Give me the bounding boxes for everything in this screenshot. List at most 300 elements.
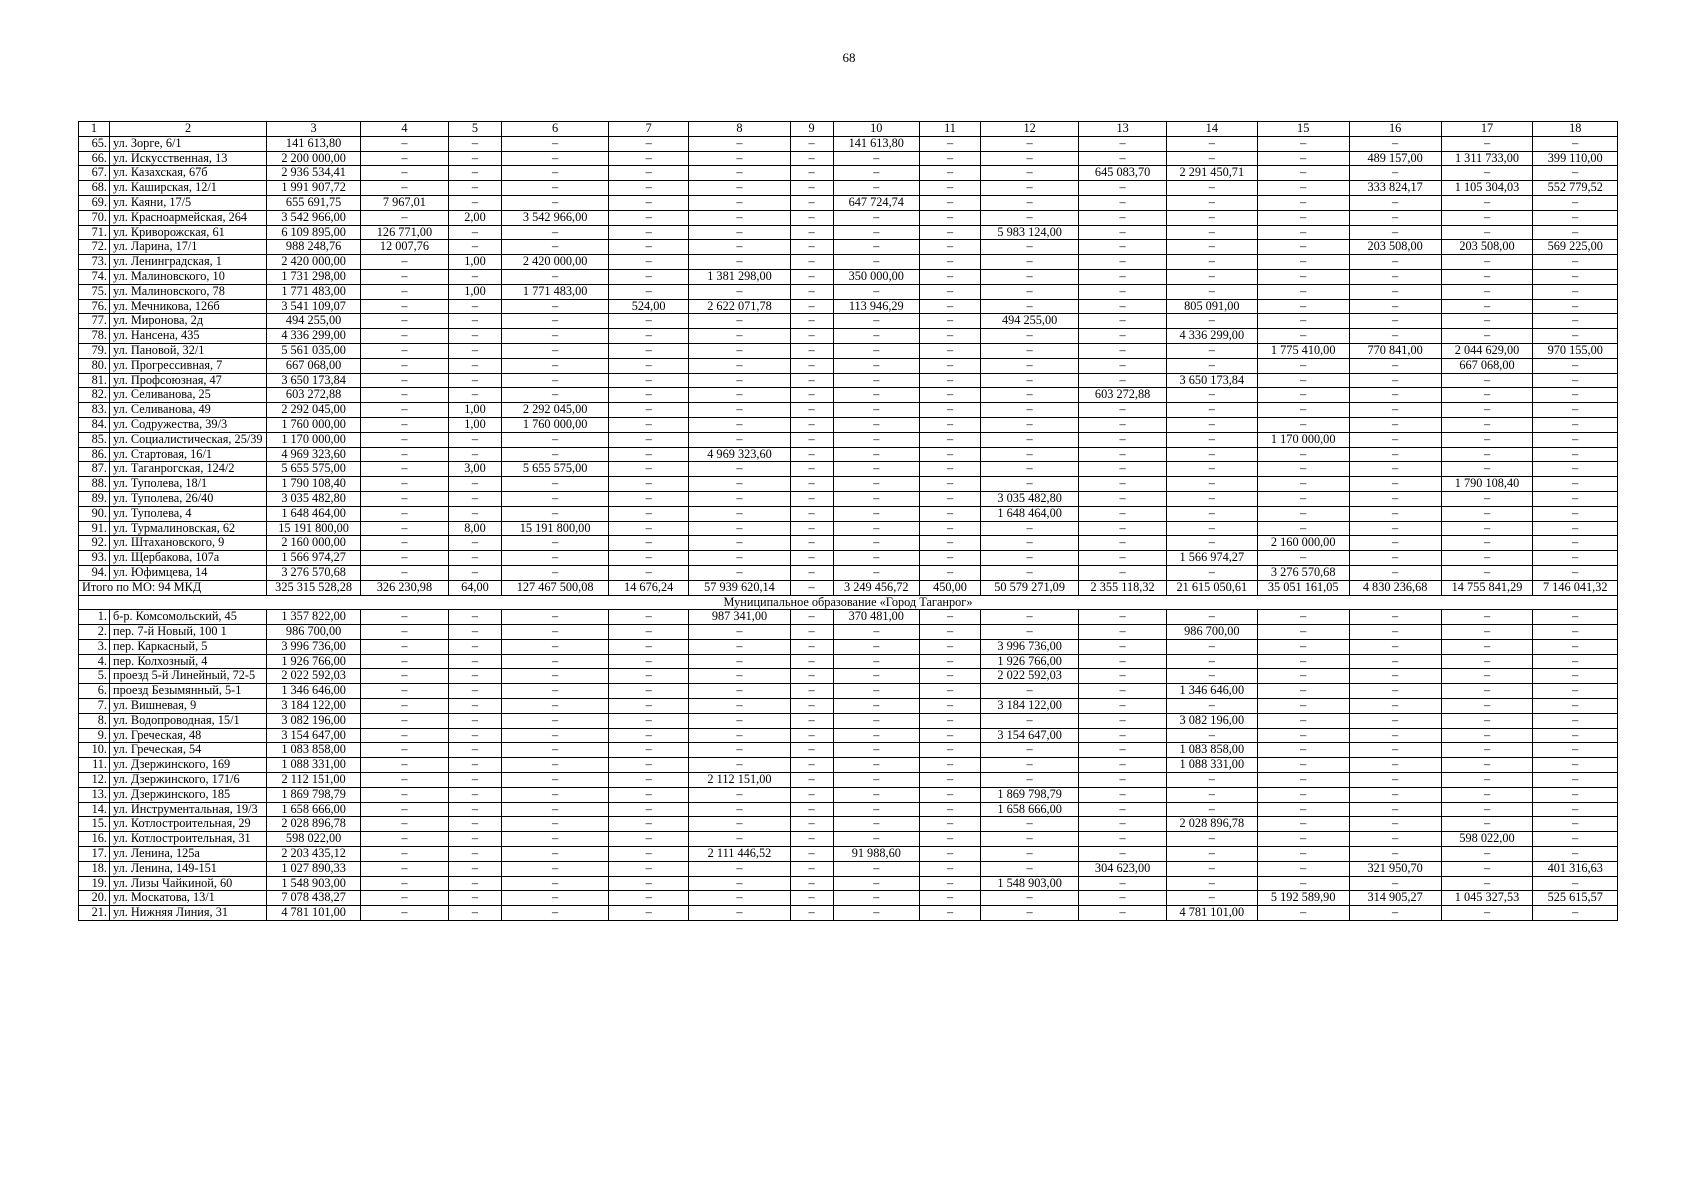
value-cell: –	[361, 802, 449, 817]
value-cell: 1 105 304,03	[1441, 181, 1533, 196]
table-row	[79, 521, 1618, 536]
value-cell: –	[689, 151, 791, 166]
value-cell: –	[1257, 669, 1349, 684]
value-cell: –	[361, 166, 449, 181]
value-cell: 2 044 629,00	[1441, 343, 1533, 358]
value-cell: –	[448, 240, 501, 255]
value-cell: –	[689, 536, 791, 551]
value-cell: –	[790, 817, 833, 832]
value-cell: 399 110,00	[1533, 151, 1618, 166]
row-number: 83.	[79, 403, 110, 418]
value-cell: –	[502, 136, 609, 151]
value-cell: –	[609, 255, 689, 270]
table-row	[79, 314, 1618, 329]
address-cell: ул. Мечникова, 126б	[109, 299, 266, 314]
address-cell: ул. Турмалиновская, 62	[109, 521, 266, 536]
value-cell: –	[1079, 432, 1167, 447]
value-cell: –	[1441, 699, 1533, 714]
value-cell: –	[609, 773, 689, 788]
value-cell: –	[1257, 521, 1349, 536]
value-cell: –	[689, 417, 791, 432]
value-cell: 91 988,60	[833, 847, 920, 862]
value-cell: –	[689, 639, 791, 654]
value-cell: –	[1166, 773, 1257, 788]
value-cell: –	[502, 358, 609, 373]
table-row	[79, 743, 1618, 758]
value-cell: –	[1079, 610, 1167, 625]
value-cell: –	[920, 610, 981, 625]
value-cell: –	[1533, 477, 1618, 492]
value-cell: 2 160 000,00	[1257, 536, 1349, 551]
value-cell: –	[833, 625, 920, 640]
value-cell: –	[1349, 417, 1441, 432]
value-cell: –	[609, 284, 689, 299]
value-cell: –	[609, 743, 689, 758]
table-row	[79, 506, 1618, 521]
value-cell: 645 083,70	[1079, 166, 1167, 181]
value-cell: –	[1441, 284, 1533, 299]
value-cell: 598 022,00	[267, 832, 361, 847]
row-number: 13.	[79, 787, 110, 802]
table-row	[79, 565, 1618, 580]
value-cell: –	[448, 432, 501, 447]
value-cell: –	[1349, 136, 1441, 151]
value-cell: 1 648 464,00	[267, 506, 361, 521]
row-number: 86.	[79, 447, 110, 462]
value-cell: –	[448, 314, 501, 329]
value-cell: –	[1533, 699, 1618, 714]
value-cell: –	[920, 758, 981, 773]
value-cell: –	[833, 861, 920, 876]
value-cell: 552 779,52	[1533, 181, 1618, 196]
row-number: 89.	[79, 491, 110, 506]
value-cell: –	[448, 861, 501, 876]
value-cell: –	[689, 388, 791, 403]
value-cell: –	[920, 299, 981, 314]
value-cell: –	[689, 625, 791, 640]
value-cell: –	[1257, 876, 1349, 891]
value-cell: –	[502, 832, 609, 847]
value-cell: –	[1533, 817, 1618, 832]
total-value: 326 230,98	[361, 580, 449, 595]
value-cell: –	[689, 225, 791, 240]
value-cell: –	[448, 565, 501, 580]
value-cell: –	[448, 506, 501, 521]
value-cell: –	[1079, 136, 1167, 151]
value-cell: –	[1166, 417, 1257, 432]
table-row	[79, 861, 1618, 876]
value-cell: –	[920, 462, 981, 477]
table-row	[79, 610, 1618, 625]
value-cell: –	[790, 906, 833, 921]
address-cell: ул. Туполева, 26/40	[109, 491, 266, 506]
value-cell: –	[448, 906, 501, 921]
value-cell: –	[609, 876, 689, 891]
address-cell: ул. Стартовая, 16/1	[109, 447, 266, 462]
value-cell: 2 022 592,03	[980, 669, 1078, 684]
value-cell: –	[790, 447, 833, 462]
value-cell: –	[980, 684, 1078, 699]
value-cell: –	[1349, 536, 1441, 551]
value-cell: –	[790, 565, 833, 580]
value-cell: 970 155,00	[1533, 343, 1618, 358]
value-cell: –	[1349, 669, 1441, 684]
value-cell: –	[1257, 417, 1349, 432]
value-cell: –	[920, 551, 981, 566]
row-number: 11.	[79, 758, 110, 773]
value-cell: –	[609, 240, 689, 255]
value-cell: –	[833, 329, 920, 344]
row-number: 74.	[79, 269, 110, 284]
value-cell: 5 192 589,90	[1257, 891, 1349, 906]
value-cell: –	[1079, 314, 1167, 329]
value-cell: 321 950,70	[1349, 861, 1441, 876]
value-cell: 3 035 482,80	[267, 491, 361, 506]
value-cell: –	[361, 432, 449, 447]
value-cell: –	[920, 166, 981, 181]
value-cell: –	[1166, 669, 1257, 684]
value-cell: –	[361, 551, 449, 566]
value-cell: –	[502, 876, 609, 891]
value-cell: –	[980, 625, 1078, 640]
value-cell: –	[609, 403, 689, 418]
value-cell: –	[1349, 699, 1441, 714]
value-cell: –	[1349, 639, 1441, 654]
value-cell: –	[1079, 906, 1167, 921]
value-cell: –	[1257, 284, 1349, 299]
address-cell: ул. Ларина, 17/1	[109, 240, 266, 255]
value-cell: –	[1533, 373, 1618, 388]
value-cell: 401 316,63	[1533, 861, 1618, 876]
row-number: 68.	[79, 181, 110, 196]
table-row	[79, 787, 1618, 802]
value-cell: –	[448, 329, 501, 344]
value-cell: 3 542 966,00	[267, 210, 361, 225]
value-cell: –	[448, 136, 501, 151]
table-row	[79, 758, 1618, 773]
value-cell: 3 184 122,00	[267, 699, 361, 714]
row-number: 82.	[79, 388, 110, 403]
value-cell: –	[1166, 284, 1257, 299]
value-cell: 2 291 450,71	[1166, 166, 1257, 181]
value-cell: –	[361, 314, 449, 329]
value-cell: –	[448, 891, 501, 906]
register-table	[78, 121, 1618, 921]
value-cell: –	[448, 536, 501, 551]
value-cell: 2 420 000,00	[267, 255, 361, 270]
value-cell: –	[1079, 817, 1167, 832]
total-value: 35 051 161,05	[1257, 580, 1349, 595]
value-cell: –	[790, 151, 833, 166]
value-cell: –	[361, 906, 449, 921]
value-cell: –	[1533, 491, 1618, 506]
value-cell: –	[1349, 491, 1441, 506]
value-cell: –	[1257, 906, 1349, 921]
value-cell: 5 561 035,00	[267, 343, 361, 358]
value-cell: –	[980, 832, 1078, 847]
header-cell: 7	[609, 122, 689, 137]
value-cell: –	[689, 329, 791, 344]
value-cell: 667 068,00	[267, 358, 361, 373]
value-cell: –	[980, 773, 1078, 788]
value-cell: 3 996 736,00	[980, 639, 1078, 654]
value-cell: –	[448, 876, 501, 891]
value-cell: 4 336 299,00	[267, 329, 361, 344]
value-cell: –	[1349, 329, 1441, 344]
value-cell: –	[833, 758, 920, 773]
value-cell: –	[1349, 817, 1441, 832]
value-cell: –	[502, 506, 609, 521]
value-cell: –	[980, 151, 1078, 166]
value-cell: 986 700,00	[1166, 625, 1257, 640]
value-cell: –	[1441, 166, 1533, 181]
address-cell: проезд Безымянный, 5-1	[109, 684, 266, 699]
value-cell: –	[980, 447, 1078, 462]
value-cell: –	[1349, 847, 1441, 862]
address-cell: ул. Греческая, 54	[109, 743, 266, 758]
value-cell: –	[1166, 343, 1257, 358]
value-cell: –	[1533, 787, 1618, 802]
value-cell: 2 292 045,00	[267, 403, 361, 418]
address-cell: ул. Ленина, 149-151	[109, 861, 266, 876]
address-cell: ул. Дзержинского, 169	[109, 758, 266, 773]
value-cell: 1 346 646,00	[1166, 684, 1257, 699]
value-cell: –	[980, 551, 1078, 566]
value-cell: –	[833, 832, 920, 847]
value-cell: –	[361, 269, 449, 284]
value-cell: –	[920, 728, 981, 743]
value-cell: –	[361, 773, 449, 788]
value-cell: –	[689, 551, 791, 566]
value-cell: –	[689, 240, 791, 255]
row-number: 5.	[79, 669, 110, 684]
value-cell: 1,00	[448, 255, 501, 270]
address-cell: ул. Каширская, 12/1	[109, 181, 266, 196]
value-cell: –	[1166, 802, 1257, 817]
value-cell: –	[1349, 462, 1441, 477]
value-cell: –	[1257, 299, 1349, 314]
value-cell: –	[1349, 787, 1441, 802]
row-number: 65.	[79, 136, 110, 151]
value-cell: –	[361, 758, 449, 773]
value-cell: –	[1257, 787, 1349, 802]
value-cell: –	[1441, 654, 1533, 669]
value-cell: –	[1079, 462, 1167, 477]
total-value: 57 939 620,14	[689, 580, 791, 595]
table-row	[79, 329, 1618, 344]
value-cell: –	[1166, 477, 1257, 492]
value-cell: –	[790, 255, 833, 270]
table-row	[79, 240, 1618, 255]
value-cell: –	[833, 477, 920, 492]
value-cell: –	[448, 225, 501, 240]
value-cell: 1 731 298,00	[267, 269, 361, 284]
value-cell: –	[1079, 210, 1167, 225]
value-cell: 5 655 575,00	[267, 462, 361, 477]
header-cell: 3	[267, 122, 361, 137]
address-cell: ул. Каяни, 17/5	[109, 195, 266, 210]
value-cell: –	[1349, 195, 1441, 210]
value-cell: –	[502, 654, 609, 669]
value-cell: –	[1257, 225, 1349, 240]
total-value: 7 146 041,32	[1533, 580, 1618, 595]
value-cell: –	[361, 506, 449, 521]
row-number: 70.	[79, 210, 110, 225]
value-cell: –	[689, 136, 791, 151]
value-cell: –	[1533, 713, 1618, 728]
value-cell: –	[1257, 817, 1349, 832]
value-cell: –	[502, 181, 609, 196]
value-cell: –	[980, 610, 1078, 625]
value-cell: 1 775 410,00	[1257, 343, 1349, 358]
value-cell: –	[1079, 669, 1167, 684]
value-cell: –	[1349, 758, 1441, 773]
address-cell: ул. Казахская, 67б	[109, 166, 266, 181]
value-cell: –	[1441, 462, 1533, 477]
value-cell: –	[1257, 151, 1349, 166]
value-cell: –	[502, 565, 609, 580]
value-cell: –	[833, 284, 920, 299]
address-cell: ул. Штахановского, 9	[109, 536, 266, 551]
address-cell: ул. Дзержинского, 185	[109, 787, 266, 802]
value-cell: –	[980, 269, 1078, 284]
value-cell: –	[609, 269, 689, 284]
value-cell: 15 191 800,00	[267, 521, 361, 536]
value-cell: –	[1349, 225, 1441, 240]
value-cell: 3 542 966,00	[502, 210, 609, 225]
value-cell: 6 109 895,00	[267, 225, 361, 240]
table-row	[79, 639, 1618, 654]
value-cell: –	[980, 565, 1078, 580]
table-row	[79, 358, 1618, 373]
value-cell: –	[980, 713, 1078, 728]
value-cell: –	[1349, 802, 1441, 817]
value-cell: –	[790, 195, 833, 210]
value-cell: –	[361, 358, 449, 373]
value-cell: –	[1441, 403, 1533, 418]
value-cell: –	[790, 610, 833, 625]
value-cell: 667 068,00	[1441, 358, 1533, 373]
value-cell: –	[920, 314, 981, 329]
value-cell: –	[1533, 802, 1618, 817]
value-cell: 2 200 000,00	[267, 151, 361, 166]
value-cell: –	[1079, 477, 1167, 492]
page-number: 68	[842, 50, 856, 65]
value-cell: –	[1533, 521, 1618, 536]
total-value: 3 249 456,72	[833, 580, 920, 595]
value-cell: –	[448, 269, 501, 284]
value-cell: 1 088 331,00	[1166, 758, 1257, 773]
value-cell: –	[1533, 876, 1618, 891]
row-number: 72.	[79, 240, 110, 255]
row-number: 78.	[79, 329, 110, 344]
value-cell: –	[980, 743, 1078, 758]
value-cell: –	[833, 151, 920, 166]
value-cell: –	[920, 773, 981, 788]
table-row	[79, 255, 1618, 270]
value-cell: –	[448, 625, 501, 640]
value-cell: –	[1079, 329, 1167, 344]
value-cell: –	[1441, 565, 1533, 580]
value-cell: –	[689, 181, 791, 196]
value-cell: –	[1441, 847, 1533, 862]
value-cell: 988 248,76	[267, 240, 361, 255]
value-cell: –	[1257, 269, 1349, 284]
value-cell: –	[1257, 195, 1349, 210]
total-value: –	[790, 580, 833, 595]
value-cell: –	[689, 743, 791, 758]
value-cell: –	[1257, 639, 1349, 654]
value-cell: –	[1257, 477, 1349, 492]
value-cell: –	[1533, 447, 1618, 462]
value-cell: –	[502, 195, 609, 210]
value-cell: –	[1079, 255, 1167, 270]
value-cell: –	[920, 210, 981, 225]
address-cell: ул. Нижняя Линия, 31	[109, 906, 266, 921]
value-cell: –	[1349, 610, 1441, 625]
value-cell: –	[790, 269, 833, 284]
value-cell: –	[833, 773, 920, 788]
value-cell: 3 650 173,84	[267, 373, 361, 388]
value-cell: –	[790, 343, 833, 358]
value-cell: 3 276 570,68	[267, 565, 361, 580]
value-cell: –	[1079, 654, 1167, 669]
value-cell: –	[920, 491, 981, 506]
header-cell: 5	[448, 122, 501, 137]
value-cell: –	[689, 521, 791, 536]
value-cell: –	[1349, 447, 1441, 462]
value-cell: 3 184 122,00	[980, 699, 1078, 714]
value-cell: –	[833, 462, 920, 477]
value-cell: 2 936 534,41	[267, 166, 361, 181]
header-cell: 6	[502, 122, 609, 137]
value-cell: –	[790, 639, 833, 654]
value-cell: 603 272,88	[1079, 388, 1167, 403]
value-cell: –	[448, 491, 501, 506]
value-cell: –	[1349, 876, 1441, 891]
value-cell: –	[1441, 876, 1533, 891]
value-cell: –	[609, 565, 689, 580]
header-cell: 1	[79, 122, 110, 137]
total-row	[79, 580, 1618, 595]
value-cell: –	[448, 713, 501, 728]
value-cell: –	[790, 625, 833, 640]
table-row	[79, 536, 1618, 551]
row-number: 2.	[79, 625, 110, 640]
value-cell: –	[609, 906, 689, 921]
value-cell: –	[502, 343, 609, 358]
address-cell: ул. Красноармейская, 264	[109, 210, 266, 225]
table-row	[79, 817, 1618, 832]
value-cell: –	[361, 669, 449, 684]
row-number: 94.	[79, 565, 110, 580]
value-cell: –	[833, 491, 920, 506]
value-cell: 3 035 482,80	[980, 491, 1078, 506]
value-cell: –	[609, 166, 689, 181]
value-cell: –	[609, 151, 689, 166]
value-cell: 350 000,00	[833, 269, 920, 284]
value-cell: –	[1079, 417, 1167, 432]
value-cell: –	[502, 758, 609, 773]
value-cell: –	[448, 477, 501, 492]
value-cell: –	[1079, 773, 1167, 788]
value-cell: 203 508,00	[1441, 240, 1533, 255]
value-cell: 1 346 646,00	[267, 684, 361, 699]
value-cell: –	[1441, 817, 1533, 832]
table-row	[79, 136, 1618, 151]
row-number: 84.	[79, 417, 110, 432]
value-cell: –	[361, 684, 449, 699]
